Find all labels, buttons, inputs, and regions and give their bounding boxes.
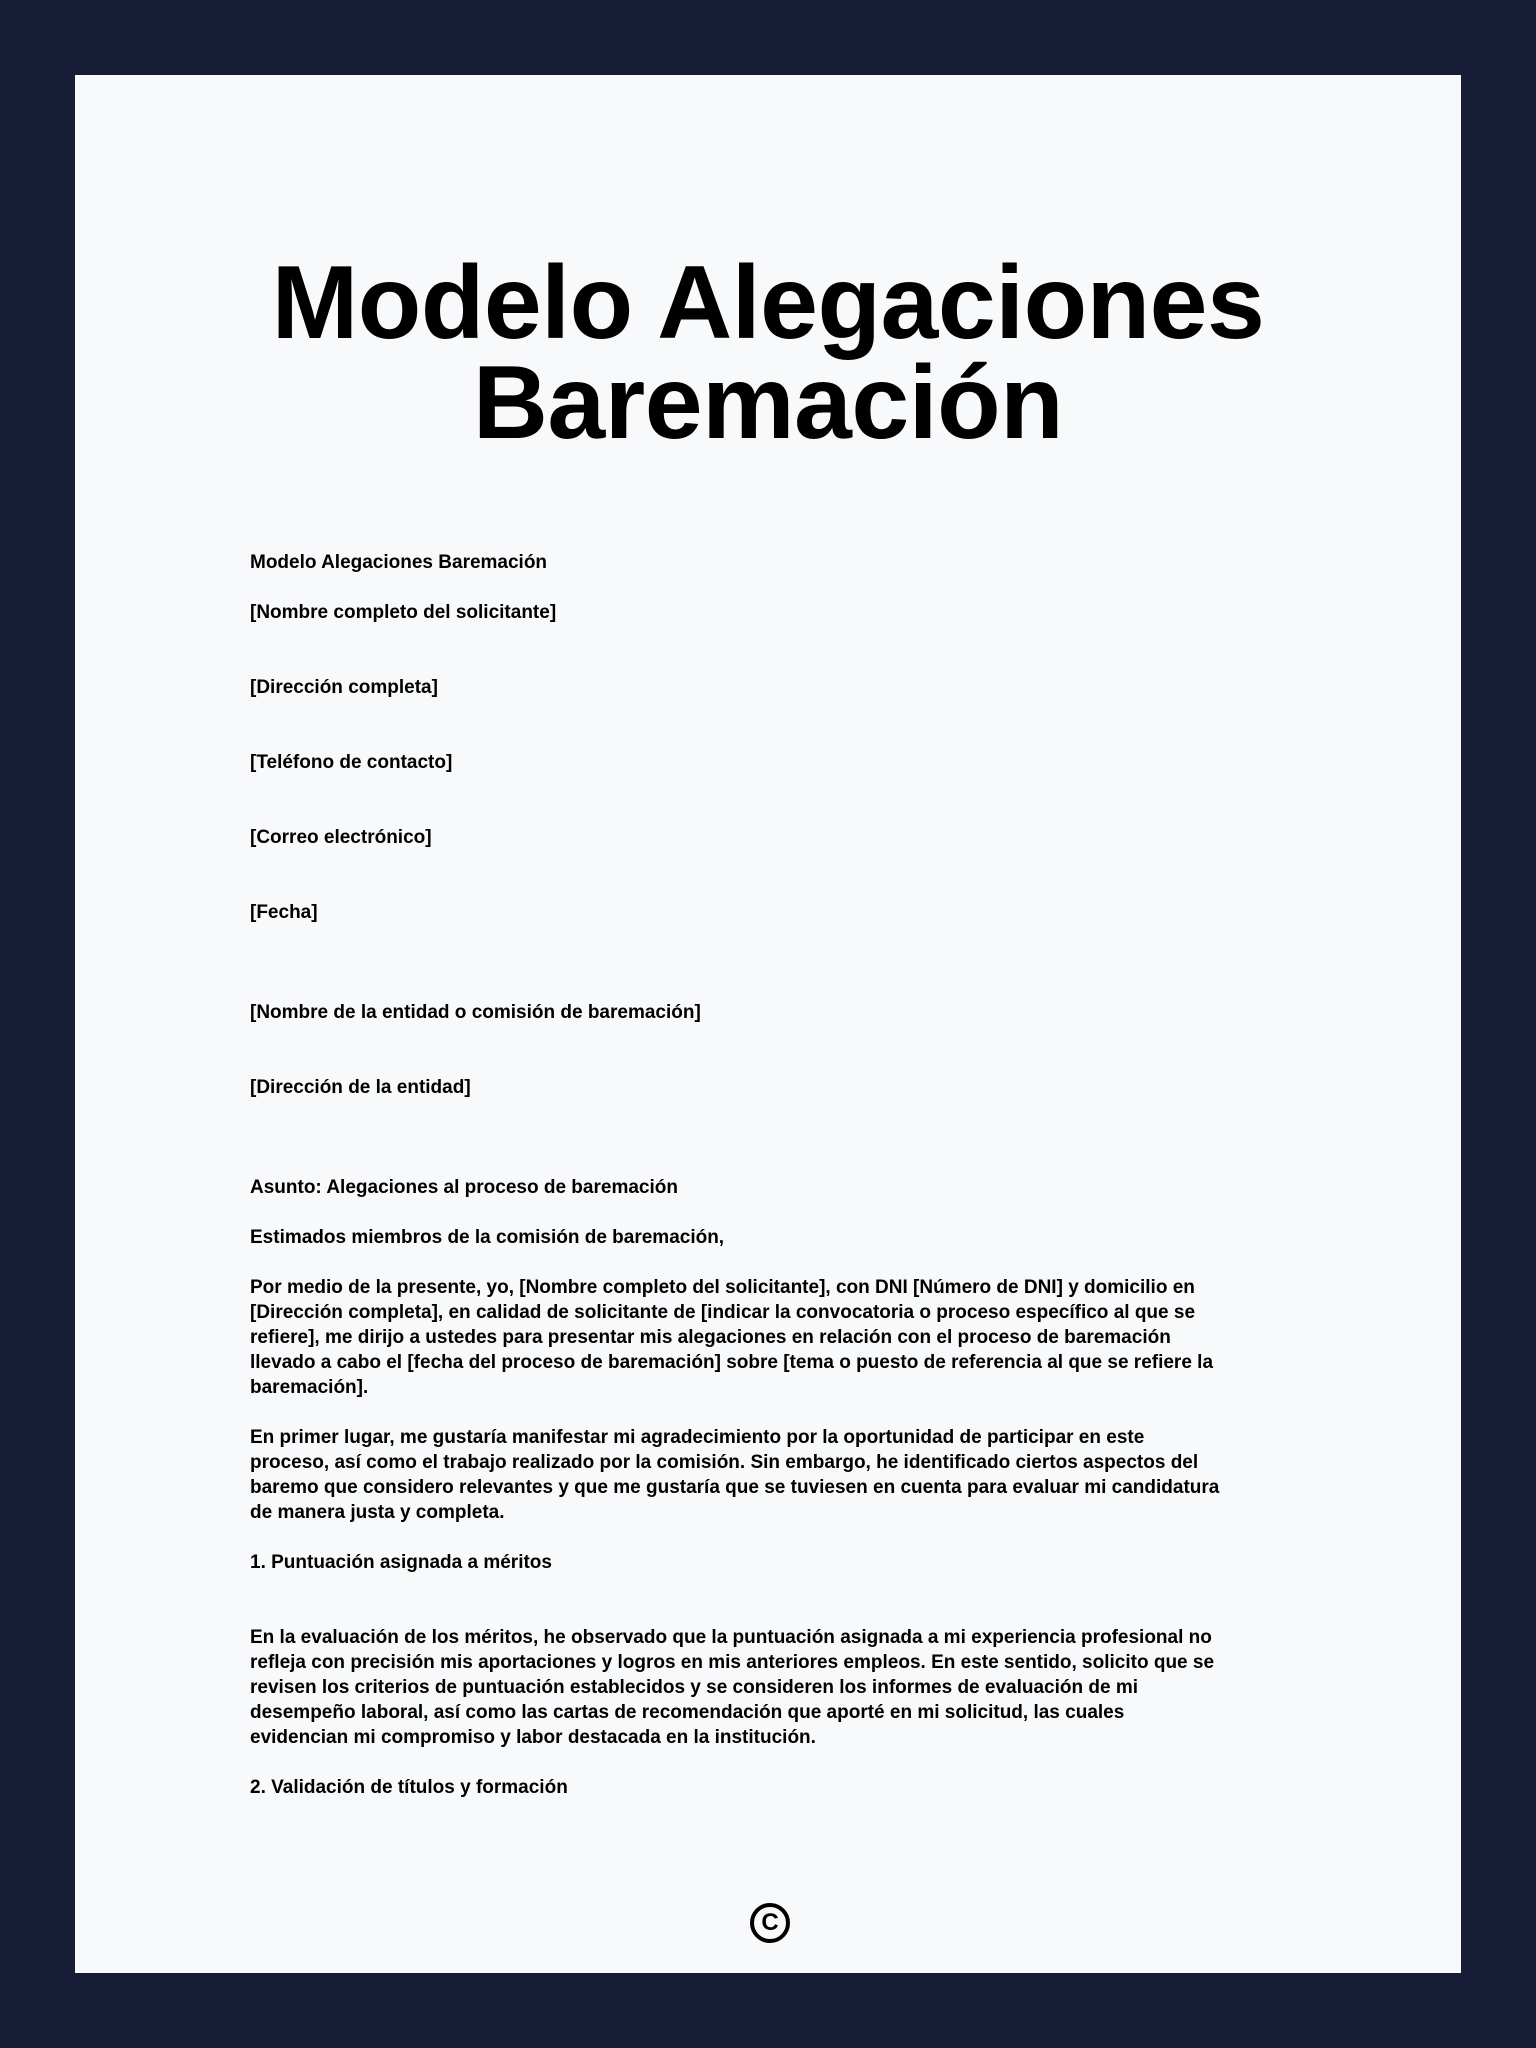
paragraph-line: refleja con precisión mis aportaciones y logros en mis anteriores empleos. En este sentido, solicito que se [250, 1652, 1215, 1673]
section-heading-1: 1. Puntuación asignada a méritos [250, 1552, 552, 1573]
recipient-address: [Dirección de la entidad] [250, 1077, 471, 1098]
document-page [75, 75, 1461, 1973]
section-heading-2: 2. Validación de títulos y formación [250, 1777, 568, 1798]
title-line-1: Modelo Alegaciones [271, 245, 1265, 361]
paragraph-line: desempeño laboral, así como las cartas de recomendación que aporté en mi solicitud, las cuales [250, 1702, 1125, 1723]
recipient-name: [Nombre de la entidad o comisión de baremación] [250, 1002, 701, 1023]
paragraph-line: Por medio de la presente, yo, [Nombre completo del solicitante], con DNI [Número de DNI] y domicilio en [250, 1277, 1195, 1298]
sender-date: [Fecha] [250, 902, 318, 923]
paragraph-line: [Dirección completa], en calidad de solicitante de [indicar la convocatoria o proceso específico al que se [250, 1302, 1196, 1323]
paragraph-line: En primer lugar, me gustaría manifestar mi agradecimiento por la oportunidad de participar en este [250, 1427, 1145, 1448]
paragraph-line: baremación]. [250, 1377, 369, 1398]
paragraph-line: revisen los criterios de puntuación establecidos y se consideren los informes de evaluación de mi [250, 1677, 1139, 1698]
sender-name: [Nombre completo del solicitante] [250, 602, 557, 623]
paragraph-line: de manera justa y completa. [250, 1502, 505, 1523]
paragraph-line: En la evaluación de los méritos, he observado que la puntuación asignada a mi experiencia profesional no [250, 1627, 1212, 1648]
greeting: Estimados miembros de la comisión de baremación, [250, 1227, 725, 1248]
sender-email: [Correo electrónico] [250, 827, 432, 848]
sender-address: [Dirección completa] [250, 677, 438, 698]
title-line-2: Baremación [472, 345, 1064, 461]
copyright-icon [750, 1903, 790, 1943]
subject-line: Asunto: Alegaciones al proceso de baremación [250, 1177, 678, 1198]
copyright-symbol: C [761, 1909, 779, 1936]
paragraph-line: evidencian mi compromiso y labor destacada en la institución. [250, 1727, 816, 1748]
paragraph-line: baremo que considero relevantes y que me gustaría que se tuviesen en cuenta para evaluar mi candidatura [250, 1477, 1220, 1498]
paragraph-line: llevado a cabo el [fecha del proceso de baremación] sobre [tema o puesto de referencia al que se refiere la [250, 1352, 1214, 1373]
paragraph-line: refiere], me dirijo a ustedes para presentar mis alegaciones en relación con el proceso de baremación [250, 1327, 1171, 1348]
document-title [75, 245, 1461, 461]
document-heading: Modelo Alegaciones Baremación [250, 552, 548, 573]
sender-phone: [Teléfono de contacto] [250, 752, 453, 773]
paragraph-line: proceso, así como el trabajo realizado por la comisión. Sin embargo, he identificado ciertos aspectos del [250, 1452, 1199, 1473]
